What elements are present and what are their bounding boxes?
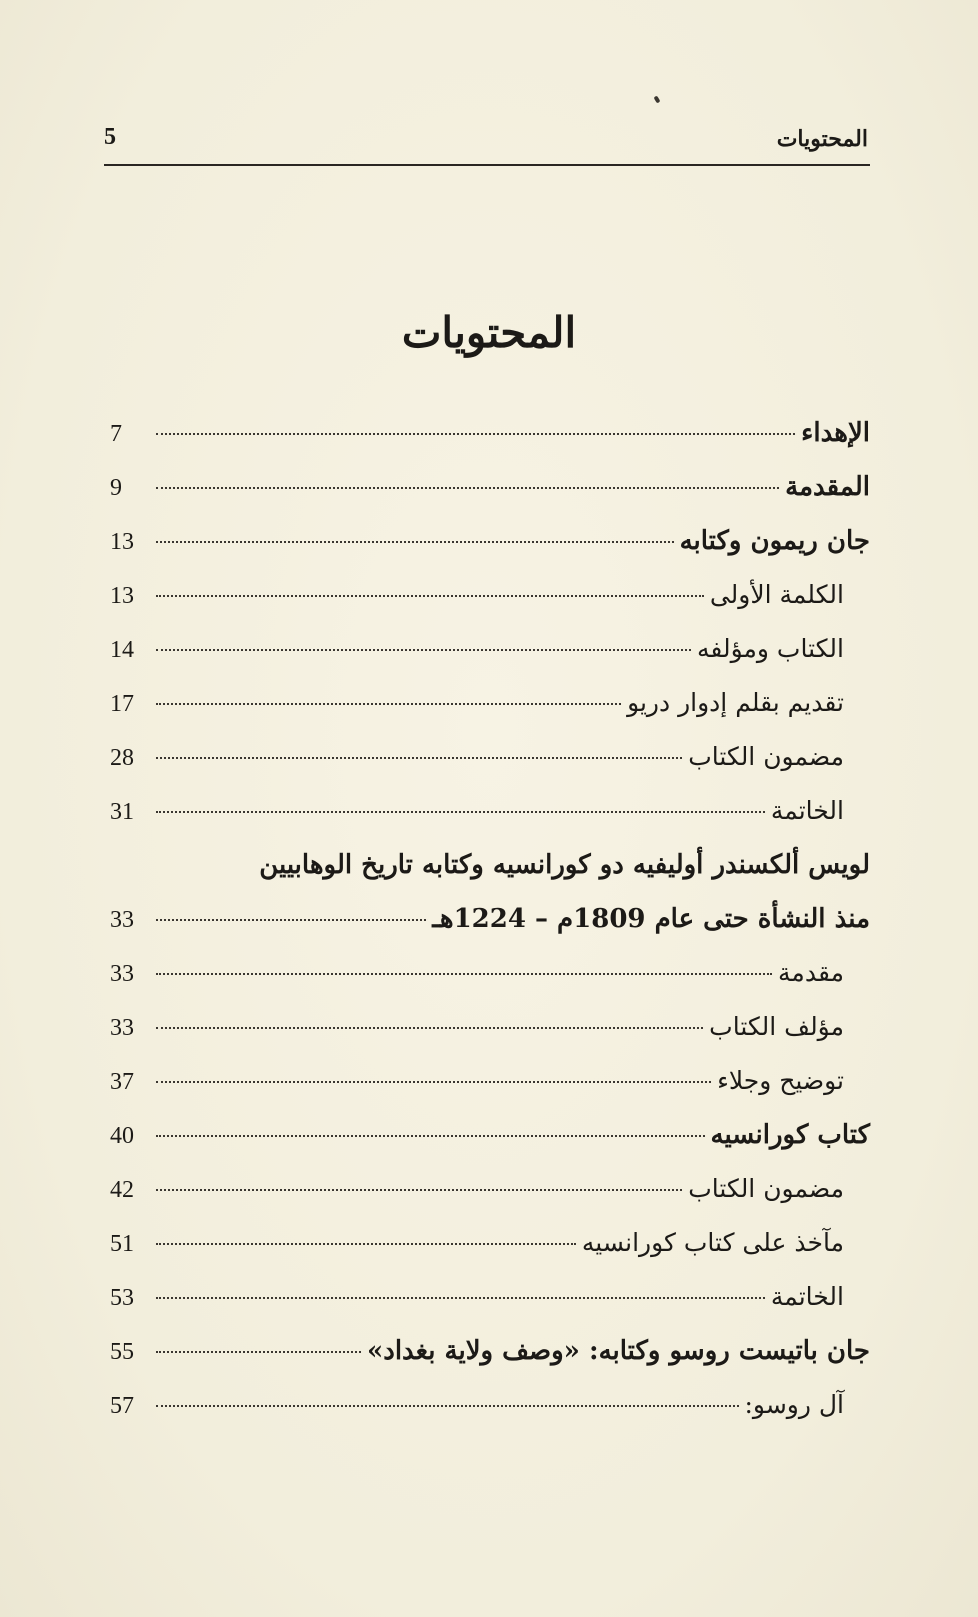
toc-entry-page: 9 — [110, 475, 122, 501]
toc-entry-title: توضيح وجلاء — [717, 1066, 844, 1095]
dot-leader — [156, 1243, 576, 1245]
toc-entry-title: مقدمة — [778, 958, 844, 987]
toc-entry-title: آل روسو: — [744, 1390, 844, 1419]
toc-entry — [110, 1336, 870, 1390]
toc-entry-page: 37 — [110, 1069, 134, 1095]
toc-entry — [110, 580, 870, 634]
toc-entry-title: كتاب كورانسيه — [710, 1120, 870, 1150]
toc-entry-page: 33 — [110, 1015, 134, 1041]
toc-entry-page: 51 — [110, 1231, 134, 1257]
toc-entry-title: منذ النشأة حتى عام 1809م – 1224هـ — [432, 904, 870, 934]
toc-entry-page: 17 — [110, 691, 134, 717]
dot-leader — [156, 1027, 703, 1029]
toc-entry-title: الإهداء — [801, 418, 870, 448]
toc-entry-page: 13 — [110, 583, 134, 609]
toc-entry-page: 55 — [110, 1339, 134, 1365]
toc-entry-page: 31 — [110, 799, 134, 825]
toc-entry-page: 57 — [110, 1393, 134, 1419]
toc-entry-title: مآخذ على كتاب كورانسيه — [581, 1228, 844, 1257]
toc-entry — [110, 1390, 870, 1444]
table-of-contents — [110, 418, 870, 1444]
toc-entry-title: مضمون الكتاب — [688, 1174, 844, 1203]
toc-entry — [110, 1174, 870, 1228]
toc-entry-page: 33 — [110, 961, 134, 987]
toc-entry-title: الكلمة الأولى — [709, 580, 844, 609]
dot-leader — [156, 541, 674, 543]
toc-entry-page: 33 — [110, 907, 134, 933]
toc-entry-title: لويس ألكسندر أوليفيه دو كورانسيه وكتابه تاريخ الوهابيين — [259, 850, 870, 880]
dot-leader — [156, 1135, 705, 1137]
dot-leader — [156, 1351, 361, 1353]
toc-entry — [110, 1012, 870, 1066]
dot-leader — [156, 1081, 711, 1083]
dot-leader — [156, 811, 765, 813]
toc-entry-page: 53 — [110, 1285, 134, 1311]
dot-leader — [156, 757, 682, 759]
toc-entry-title: المقدمة — [785, 472, 870, 502]
page-title: المحتويات — [401, 308, 577, 357]
toc-entry-page: 42 — [110, 1177, 134, 1203]
toc-entry — [110, 526, 870, 580]
toc-entry — [110, 634, 870, 688]
toc-entry-title: جان باتيست روسو وكتابه: «وصف ولاية بغداد» — [366, 1336, 870, 1366]
toc-entry-page: 40 — [110, 1123, 134, 1149]
toc-entry-title: مضمون الكتاب — [688, 742, 844, 771]
toc-entry-title: الخاتمة — [770, 1282, 844, 1311]
running-title: المحتويات — [776, 126, 868, 152]
toc-entry — [110, 904, 870, 958]
dot-leader — [156, 595, 704, 597]
toc-entry-title: جان ريمون وكتابه — [679, 526, 870, 556]
dot-leader — [156, 973, 772, 975]
dot-leader — [156, 433, 795, 435]
toc-entry-page: 7 — [110, 421, 122, 447]
toc-entry — [110, 1228, 870, 1282]
toc-entry — [110, 1066, 870, 1120]
toc-entry — [110, 1282, 870, 1336]
toc-entry — [110, 688, 870, 742]
ink-speck — [654, 95, 661, 103]
toc-entry — [110, 850, 870, 904]
page-number: 5 — [104, 124, 116, 150]
toc-entry — [110, 958, 870, 1012]
dot-leader — [156, 703, 621, 705]
toc-entry-page: 28 — [110, 745, 134, 771]
dot-leader — [156, 1189, 682, 1191]
dot-leader — [156, 487, 779, 489]
page-header — [104, 118, 870, 166]
toc-entry — [110, 1120, 870, 1174]
toc-entry — [110, 472, 870, 526]
toc-entry — [110, 742, 870, 796]
toc-entry — [110, 418, 870, 472]
toc-entry — [110, 796, 870, 850]
toc-entry-title: مؤلف الكتاب — [709, 1012, 844, 1041]
toc-entry-title: الكتاب ومؤلفه — [696, 634, 844, 663]
toc-entry-title: تقديم بقلم إدوار دريو — [627, 688, 844, 717]
dot-leader — [156, 1405, 739, 1407]
toc-entry-page: 13 — [110, 529, 134, 555]
dot-leader — [156, 649, 691, 651]
toc-entry-page: 14 — [110, 637, 134, 663]
dot-leader — [156, 919, 426, 921]
toc-entry-title: الخاتمة — [770, 796, 844, 825]
dot-leader — [156, 1297, 765, 1299]
